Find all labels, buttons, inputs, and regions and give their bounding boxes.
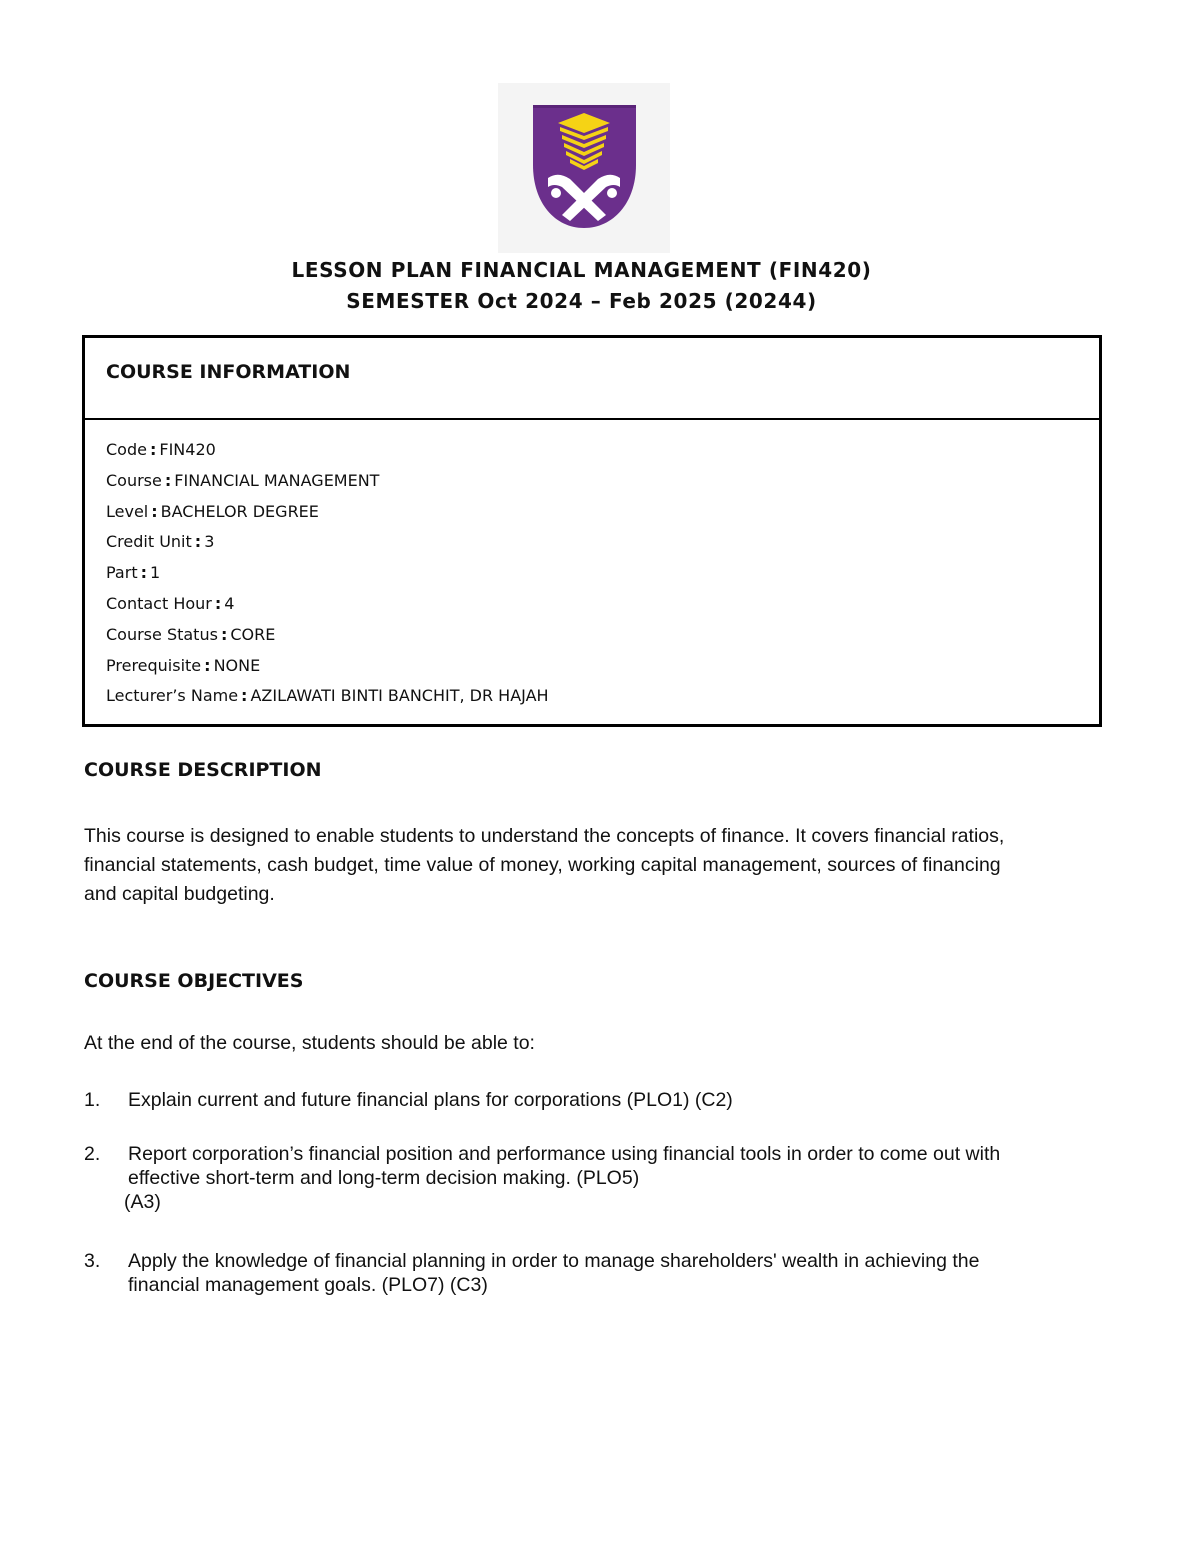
info-row-level: Level : BACHELOR DEGREE [106,501,319,521]
info-row-code: Code : FIN420 [106,440,216,459]
info-row-course: Course : FINANCIAL MANAGEMENT [106,470,380,490]
course-description-heading: COURSE DESCRIPTION [84,759,322,781]
info-row-course-status: Course Status : CORE [106,624,276,644]
course-information-box [82,335,1102,727]
objective-number: 2. [84,1143,101,1165]
university-crest-logo [498,83,670,253]
course-information-header [85,338,1099,420]
course-objectives-heading: COURSE OBJECTIVES [84,970,304,992]
info-row-prerequisite: Prerequisite : NONE [106,655,261,675]
semester-subtitle: SEMESTER Oct 2024 – Feb 2025 (20244) [346,289,817,313]
document-title: LESSON PLAN FINANCIAL MANAGEMENT (FIN420) [291,258,872,282]
course-objectives-intro: At the end of the course, students should be able to: [84,1032,535,1054]
objective-text: Explain current and future financial plans for corporations (PLO1) (C2) [128,1089,733,1111]
info-row-lecturer-name: Lecturer’s Name : AZILAWATI BINTI BANCHIT, DR HAJAH [106,686,549,706]
crest-icon [498,83,670,253]
course-information-heading: COURSE INFORMATION [106,361,351,383]
objective-text: Report corporation’s financial position and performance using financial tools in order to come out with effective short-term and long-term decision making. (PLO5) (A3) [124,1143,1001,1213]
objective-number: 1. [84,1089,101,1111]
course-description-text: This course is designed to enable students to understand the concepts of finance. It covers financial ratios, financial statements, cash budget, time value of money, working capital management, sources of financing and capital budgeting. [84,825,1005,905]
info-row-part: Part : 1 [106,563,161,583]
course-information-list [106,440,549,717]
info-row-contact-hour: Contact Hour : 4 [106,593,235,613]
objective-text: Apply the knowledge of financial planning in order to manage shareholders' wealth in achieving the financial management goals. (PLO7) (C3) [128,1250,980,1296]
objective-number: 3. [84,1250,101,1272]
info-row-credit-unit: Credit Unit : 3 [106,532,215,552]
